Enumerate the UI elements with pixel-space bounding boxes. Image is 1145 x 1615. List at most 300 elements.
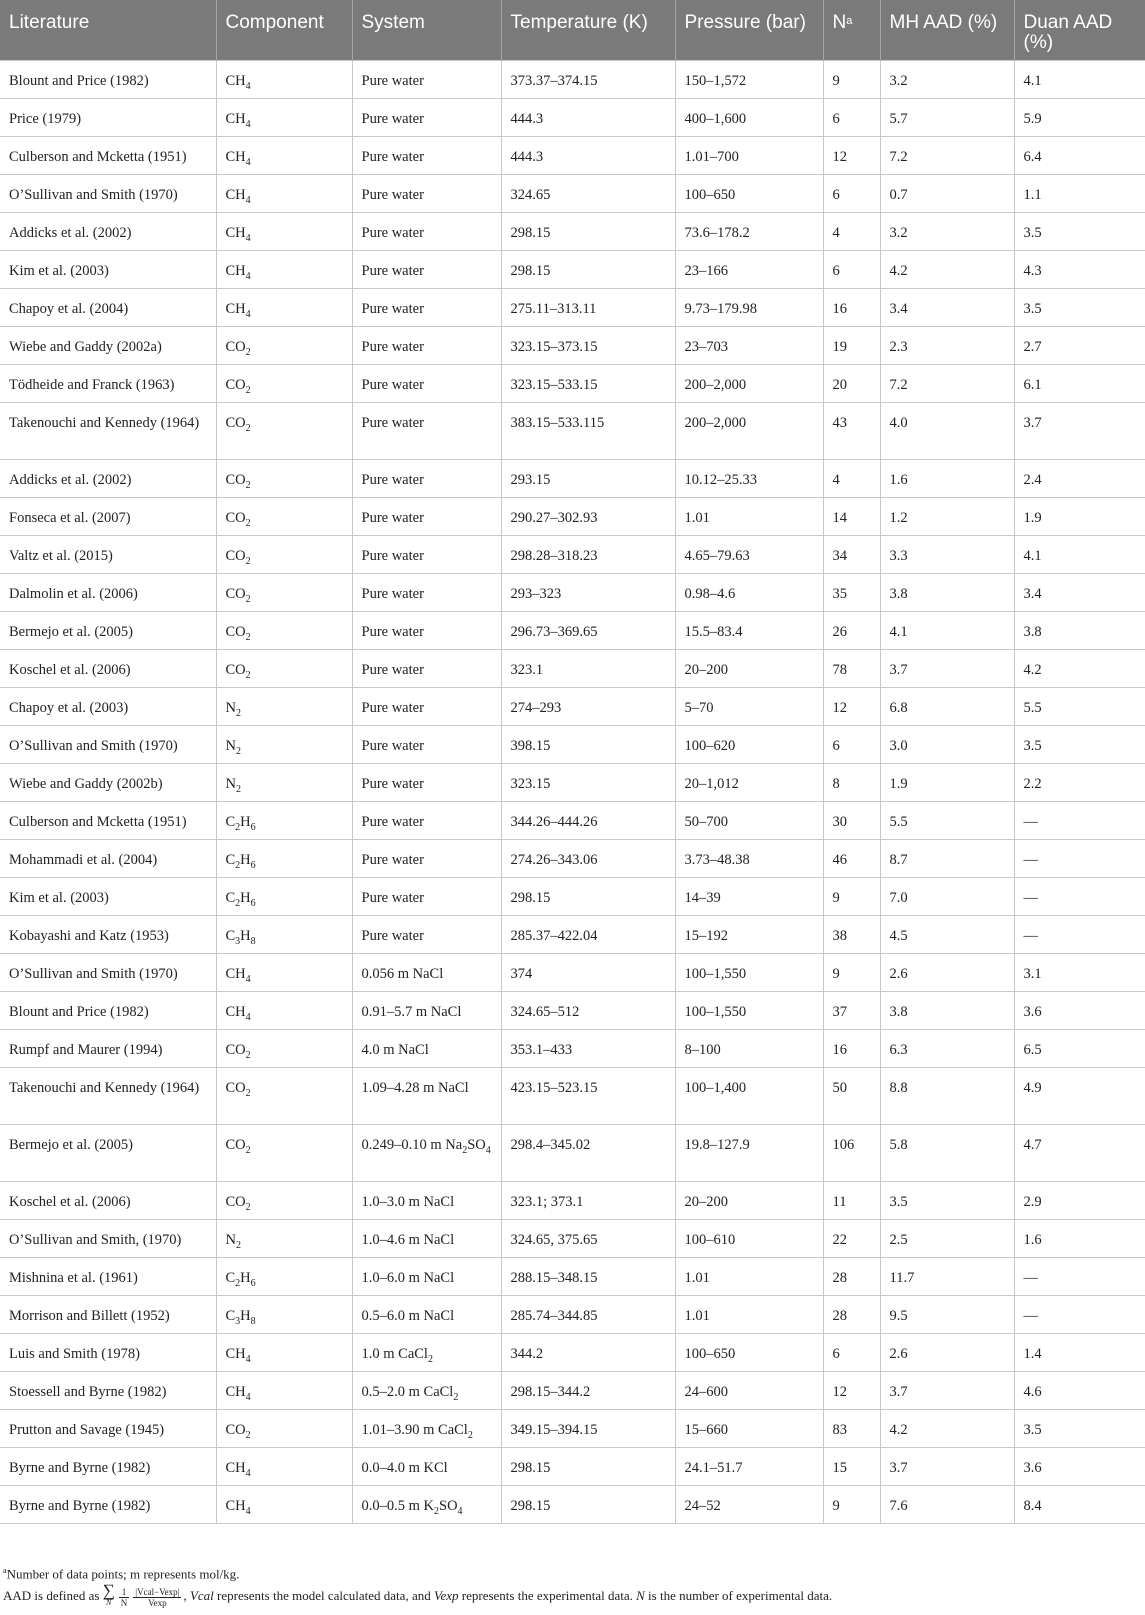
cell-temperature: 373.37–374.15 xyxy=(501,60,675,98)
cell-n: 37 xyxy=(823,991,880,1029)
cell-mh-aad: 3.2 xyxy=(880,60,1014,98)
table-header xyxy=(0,0,1145,60)
cell-literature: Chapoy et al. (2004) xyxy=(0,288,216,326)
cell-literature: Rumpf and Maurer (1994) xyxy=(0,1029,216,1067)
cell-n: 16 xyxy=(823,288,880,326)
cell-mh-aad: 11.7 xyxy=(880,1257,1014,1295)
n-symbol: N xyxy=(636,1587,645,1603)
table-row xyxy=(0,288,1145,326)
table-row xyxy=(0,1333,1145,1371)
cell-duan-aad: 3.5 xyxy=(1014,725,1145,763)
cell-system: Pure water xyxy=(352,326,501,364)
header-row xyxy=(0,0,1145,60)
footnote-a-text: Number of data points; m represents mol/kg. xyxy=(6,1566,240,1582)
cell-duan-aad: 3.6 xyxy=(1014,1447,1145,1485)
cell-system: 1.09–4.28 m NaCl xyxy=(352,1067,501,1124)
cell-temperature: 344.26–444.26 xyxy=(501,801,675,839)
cell-n: 6 xyxy=(823,725,880,763)
cell-component: $CH_4$ xyxy=(216,288,352,326)
footnote-a-marker: a xyxy=(3,1566,7,1575)
cell-temperature: 344.2 xyxy=(501,1333,675,1371)
cell-system: Pure water xyxy=(352,250,501,288)
cell-duan-aad: — xyxy=(1014,801,1145,839)
cell-pressure: 8–100 xyxy=(675,1029,823,1067)
table-row xyxy=(0,763,1145,801)
cell-pressure: 20–200 xyxy=(675,649,823,687)
cell-pressure: 0.98–4.6 xyxy=(675,573,823,611)
cell-literature: Chapoy et al. (2003) xyxy=(0,687,216,725)
cell-pressure: 9.73–179.98 xyxy=(675,288,823,326)
cell-temperature: 298.15 xyxy=(501,1447,675,1485)
cell-component: $CO_2$ xyxy=(216,611,352,649)
cell-duan-aad: — xyxy=(1014,839,1145,877)
table-row xyxy=(0,1067,1145,1124)
header-duan-aad: Duan AAD (%) xyxy=(1014,0,1145,60)
cell-system: 0.249–0.10 m $Na_2SO_4$ xyxy=(352,1124,501,1181)
cell-temperature: 298.4–345.02 xyxy=(501,1124,675,1181)
cell-n: 4 xyxy=(823,212,880,250)
cell-pressure: 100–1,550 xyxy=(675,991,823,1029)
cell-temperature: 323.15–373.15 xyxy=(501,326,675,364)
cell-temperature: 274–293 xyxy=(501,687,675,725)
footnote-a xyxy=(3,1566,239,1582)
cell-pressure: 20–1,012 xyxy=(675,763,823,801)
cell-literature: Byrne and Byrne (1982) xyxy=(0,1485,216,1523)
cell-mh-aad: 3.7 xyxy=(880,1371,1014,1409)
cell-literature: Dalmolin et al. (2006) xyxy=(0,573,216,611)
cell-mh-aad: 4.2 xyxy=(880,250,1014,288)
cell-duan-aad: 3.5 xyxy=(1014,1409,1145,1447)
cell-n: 6 xyxy=(823,250,880,288)
cell-pressure: 1.01 xyxy=(675,1295,823,1333)
cell-temperature: 298.28–318.23 xyxy=(501,535,675,573)
cell-duan-aad: 3.7 xyxy=(1014,402,1145,459)
cell-component: $CO_2$ xyxy=(216,1067,352,1124)
cell-component: $C_2H_6$ xyxy=(216,1257,352,1295)
cell-duan-aad: 2.2 xyxy=(1014,763,1145,801)
cell-literature: Wiebe and Gaddy (2002b) xyxy=(0,763,216,801)
cell-literature: Wiebe and Gaddy (2002a) xyxy=(0,326,216,364)
table-row xyxy=(0,98,1145,136)
cell-temperature: 324.65, 375.65 xyxy=(501,1219,675,1257)
cell-literature: O’Sullivan and Smith (1970) xyxy=(0,174,216,212)
cell-n: 12 xyxy=(823,687,880,725)
cell-temperature: 298.15–344.2 xyxy=(501,1371,675,1409)
cell-mh-aad: 1.2 xyxy=(880,497,1014,535)
cell-literature: Fonseca et al. (2007) xyxy=(0,497,216,535)
cell-duan-aad: 4.6 xyxy=(1014,1371,1145,1409)
cell-literature: Byrne and Byrne (1982) xyxy=(0,1447,216,1485)
cell-mh-aad: 5.7 xyxy=(880,98,1014,136)
cell-pressure: 150–1,572 xyxy=(675,60,823,98)
cell-mh-aad: 3.0 xyxy=(880,725,1014,763)
table-row xyxy=(0,1371,1145,1409)
table-row xyxy=(0,1029,1145,1067)
cell-component: $CH_4$ xyxy=(216,953,352,991)
cell-system: 0.5–6.0 m NaCl xyxy=(352,1295,501,1333)
cell-mh-aad: 3.4 xyxy=(880,288,1014,326)
cell-mh-aad: 2.6 xyxy=(880,953,1014,991)
cell-duan-aad: 3.5 xyxy=(1014,212,1145,250)
header-literature: Literature xyxy=(0,0,216,60)
cell-system: Pure water xyxy=(352,535,501,573)
cell-component: $CH_4$ xyxy=(216,98,352,136)
cell-system: Pure water xyxy=(352,839,501,877)
cell-temperature: 298.15 xyxy=(501,250,675,288)
cell-duan-aad: 6.4 xyxy=(1014,136,1145,174)
cell-literature: O’Sullivan and Smith, (1970) xyxy=(0,1219,216,1257)
cell-component: $C_2H_6$ xyxy=(216,839,352,877)
table-row xyxy=(0,1219,1145,1257)
cell-system: Pure water xyxy=(352,288,501,326)
cell-literature: Valtz et al. (2015) xyxy=(0,535,216,573)
cell-temperature: 374 xyxy=(501,953,675,991)
cell-mh-aad: 6.8 xyxy=(880,687,1014,725)
cell-duan-aad: 4.2 xyxy=(1014,649,1145,687)
table-row xyxy=(0,573,1145,611)
table-row xyxy=(0,402,1145,459)
cell-n: 12 xyxy=(823,136,880,174)
cell-duan-aad: — xyxy=(1014,915,1145,953)
cell-duan-aad: 3.1 xyxy=(1014,953,1145,991)
cell-system: 4.0 m NaCl xyxy=(352,1029,501,1067)
cell-mh-aad: 0.7 xyxy=(880,174,1014,212)
cell-system: Pure water xyxy=(352,98,501,136)
cell-pressure: 23–166 xyxy=(675,250,823,288)
cell-component: $CH_4$ xyxy=(216,1485,352,1523)
cell-component: $CO_2$ xyxy=(216,1124,352,1181)
cell-temperature: 324.65–512 xyxy=(501,991,675,1029)
cell-n: 9 xyxy=(823,60,880,98)
cell-literature: Koschel et al. (2006) xyxy=(0,1181,216,1219)
cell-mh-aad: 4.2 xyxy=(880,1409,1014,1447)
table-row xyxy=(0,1409,1145,1447)
cell-component: $CO_2$ xyxy=(216,364,352,402)
cell-component: $N_2$ xyxy=(216,1219,352,1257)
cell-temperature: 383.15–533.115 xyxy=(501,402,675,459)
cell-n: 9 xyxy=(823,1485,880,1523)
cell-duan-aad: 4.7 xyxy=(1014,1124,1145,1181)
cell-mh-aad: 5.8 xyxy=(880,1124,1014,1181)
cell-pressure: 15–192 xyxy=(675,915,823,953)
cell-n: 15 xyxy=(823,1447,880,1485)
cell-duan-aad: 3.6 xyxy=(1014,991,1145,1029)
cell-component: $CO_2$ xyxy=(216,535,352,573)
cell-n: 46 xyxy=(823,839,880,877)
cell-literature: Blount and Price (1982) xyxy=(0,991,216,1029)
table-row xyxy=(0,1447,1145,1485)
cell-duan-aad: 2.9 xyxy=(1014,1181,1145,1219)
cell-duan-aad: 2.7 xyxy=(1014,326,1145,364)
cell-pressure: 24.1–51.7 xyxy=(675,1447,823,1485)
cell-n: 8 xyxy=(823,763,880,801)
cell-component: $CH_4$ xyxy=(216,174,352,212)
cell-temperature: 323.1; 373.1 xyxy=(501,1181,675,1219)
cell-n: 6 xyxy=(823,1333,880,1371)
cell-literature: Price (1979) xyxy=(0,98,216,136)
cell-n: 19 xyxy=(823,326,880,364)
cell-pressure: 1.01 xyxy=(675,1257,823,1295)
cell-system: Pure water xyxy=(352,801,501,839)
cell-duan-aad: — xyxy=(1014,1295,1145,1333)
cell-literature: Morrison and Billett (1952) xyxy=(0,1295,216,1333)
cell-temperature: 324.65 xyxy=(501,174,675,212)
cell-literature: Takenouchi and Kennedy (1964) xyxy=(0,402,216,459)
cell-system: 1.0–3.0 m NaCl xyxy=(352,1181,501,1219)
cell-mh-aad: 5.5 xyxy=(880,801,1014,839)
cell-mh-aad: 7.2 xyxy=(880,364,1014,402)
cell-mh-aad: 3.8 xyxy=(880,573,1014,611)
cell-component: $C_3H_8$ xyxy=(216,1295,352,1333)
cell-pressure: 10.12–25.33 xyxy=(675,459,823,497)
table-row xyxy=(0,497,1145,535)
table-row xyxy=(0,212,1145,250)
cell-component: $C_2H_6$ xyxy=(216,877,352,915)
cell-temperature: 275.11–313.11 xyxy=(501,288,675,326)
cell-n: 4 xyxy=(823,459,880,497)
cell-pressure: 19.8–127.9 xyxy=(675,1124,823,1181)
cell-n: 83 xyxy=(823,1409,880,1447)
cell-temperature: 349.15–394.15 xyxy=(501,1409,675,1447)
cell-duan-aad: 8.4 xyxy=(1014,1485,1145,1523)
cell-component: $CO_2$ xyxy=(216,326,352,364)
cell-temperature: 444.3 xyxy=(501,136,675,174)
cell-literature: Blount and Price (1982) xyxy=(0,60,216,98)
cell-literature: Prutton and Savage (1945) xyxy=(0,1409,216,1447)
cell-literature: Bermejo et al. (2005) xyxy=(0,611,216,649)
cell-n: 12 xyxy=(823,1371,880,1409)
cell-pressure: 5–70 xyxy=(675,687,823,725)
comma: , xyxy=(183,1587,187,1603)
cell-pressure: 100–620 xyxy=(675,725,823,763)
cell-component: $CH_4$ xyxy=(216,136,352,174)
cell-pressure: 15.5–83.4 xyxy=(675,611,823,649)
cell-component: $CO_2$ xyxy=(216,649,352,687)
table-row xyxy=(0,1124,1145,1181)
cell-temperature: 290.27–302.93 xyxy=(501,497,675,535)
cell-pressure: 14–39 xyxy=(675,877,823,915)
cell-system: Pure water xyxy=(352,497,501,535)
cell-component: $CH_4$ xyxy=(216,60,352,98)
table-row xyxy=(0,877,1145,915)
cell-mh-aad: 3.5 xyxy=(880,1181,1014,1219)
cell-duan-aad: 4.9 xyxy=(1014,1067,1145,1124)
cell-duan-aad: 1.1 xyxy=(1014,174,1145,212)
cell-pressure: 4.65–79.63 xyxy=(675,535,823,573)
cell-temperature: 353.1–433 xyxy=(501,1029,675,1067)
cell-component: $CO_2$ xyxy=(216,573,352,611)
table-row xyxy=(0,991,1145,1029)
table-row xyxy=(0,326,1145,364)
cell-n: 30 xyxy=(823,801,880,839)
cell-n: 50 xyxy=(823,1067,880,1124)
table-row xyxy=(0,60,1145,98)
table-row xyxy=(0,1295,1145,1333)
table-row xyxy=(0,250,1145,288)
table-row xyxy=(0,364,1145,402)
sum-symbol: ∑ N xyxy=(102,1581,115,1607)
cell-literature: O’Sullivan and Smith (1970) xyxy=(0,725,216,763)
cell-pressure: 50–700 xyxy=(675,801,823,839)
cell-literature: Luis and Smith (1978) xyxy=(0,1333,216,1371)
vcal-symbol: Vcal xyxy=(189,1587,214,1603)
cell-system: Pure water xyxy=(352,649,501,687)
cell-pressure: 20–200 xyxy=(675,1181,823,1219)
cell-temperature: 285.37–422.04 xyxy=(501,915,675,953)
cell-pressure: 24–600 xyxy=(675,1371,823,1409)
cell-temperature: 288.15–348.15 xyxy=(501,1257,675,1295)
table-row xyxy=(0,725,1145,763)
cell-n: 43 xyxy=(823,402,880,459)
cell-mh-aad: 2.3 xyxy=(880,326,1014,364)
cell-literature: Kim et al. (2003) xyxy=(0,877,216,915)
cell-component: $CH_4$ xyxy=(216,1447,352,1485)
cell-component: $CO_2$ xyxy=(216,1029,352,1067)
cell-duan-aad: — xyxy=(1014,877,1145,915)
cell-temperature: 323.15 xyxy=(501,763,675,801)
cell-system: Pure water xyxy=(352,174,501,212)
cell-literature: O’Sullivan and Smith (1970) xyxy=(0,953,216,991)
deviation-fraction: $\frac{\text{|Vcal−Vexp|}}{Vexp}$ xyxy=(135,1586,180,1608)
cell-system: Pure water xyxy=(352,915,501,953)
cell-n: 35 xyxy=(823,573,880,611)
cell-system: Pure water xyxy=(352,573,501,611)
cell-pressure: 100–1,550 xyxy=(675,953,823,991)
cell-system: Pure water xyxy=(352,459,501,497)
cell-pressure: 23–703 xyxy=(675,326,823,364)
cell-temperature: 323.1 xyxy=(501,649,675,687)
cell-temperature: 296.73–369.65 xyxy=(501,611,675,649)
cell-duan-aad: 4.1 xyxy=(1014,60,1145,98)
cell-system: 1.0–6.0 m NaCl xyxy=(352,1257,501,1295)
cell-system: Pure water xyxy=(352,611,501,649)
cell-component: $N_2$ xyxy=(216,725,352,763)
cell-system: 0.0–0.5 m $K_2SO_4$ xyxy=(352,1485,501,1523)
header-system: System xyxy=(352,0,501,60)
cell-duan-aad: 5.5 xyxy=(1014,687,1145,725)
cell-mh-aad: 8.7 xyxy=(880,839,1014,877)
cell-component: $CO_2$ xyxy=(216,459,352,497)
cell-mh-aad: 8.8 xyxy=(880,1067,1014,1124)
cell-temperature: 398.15 xyxy=(501,725,675,763)
table-row xyxy=(0,1257,1145,1295)
vexp-desc: represents the experimental data. xyxy=(461,1587,633,1603)
cell-n: 78 xyxy=(823,649,880,687)
cell-component: $CO_2$ xyxy=(216,1181,352,1219)
cell-duan-aad: 3.5 xyxy=(1014,288,1145,326)
cell-component: $CH_4$ xyxy=(216,1333,352,1371)
table-row xyxy=(0,687,1145,725)
cell-component: $N_2$ xyxy=(216,763,352,801)
footnote-aad xyxy=(3,1581,833,1609)
cell-n: 11 xyxy=(823,1181,880,1219)
cell-pressure: 200–2,000 xyxy=(675,402,823,459)
cell-temperature: 293–323 xyxy=(501,573,675,611)
cell-system: 1.0–4.6 m NaCl xyxy=(352,1219,501,1257)
cell-mh-aad: 7.6 xyxy=(880,1485,1014,1523)
cell-mh-aad: 3.2 xyxy=(880,212,1014,250)
cell-system: 1.01–3.90 m CaCl$_2$ xyxy=(352,1409,501,1447)
table-row xyxy=(0,174,1145,212)
cell-mh-aad: 1.9 xyxy=(880,763,1014,801)
cell-mh-aad: 3.3 xyxy=(880,535,1014,573)
cell-mh-aad: 4.0 xyxy=(880,402,1014,459)
cell-duan-aad: 2.4 xyxy=(1014,459,1145,497)
cell-system: Pure water xyxy=(352,763,501,801)
cell-temperature: 298.15 xyxy=(501,212,675,250)
cell-temperature: 323.15–533.15 xyxy=(501,364,675,402)
table-row xyxy=(0,535,1145,573)
cell-literature: Kim et al. (2003) xyxy=(0,250,216,288)
cell-n: 14 xyxy=(823,497,880,535)
cell-component: $CH_4$ xyxy=(216,1371,352,1409)
vexp-symbol: Vexp xyxy=(433,1587,459,1603)
cell-duan-aad: 1.6 xyxy=(1014,1219,1145,1257)
cell-pressure: 100–610 xyxy=(675,1219,823,1257)
cell-pressure: 3.73–48.38 xyxy=(675,839,823,877)
cell-pressure: 24–52 xyxy=(675,1485,823,1523)
cell-component: $C_2H_6$ xyxy=(216,801,352,839)
cell-pressure: 1.01 xyxy=(675,497,823,535)
cell-temperature: 298.15 xyxy=(501,1485,675,1523)
one-over-n-fraction: $\frac{1}{N}$ xyxy=(120,1586,128,1608)
cell-temperature: 274.26–343.06 xyxy=(501,839,675,877)
cell-system: Pure water xyxy=(352,725,501,763)
header-temperature: Temperature (K) xyxy=(501,0,675,60)
cell-temperature: 444.3 xyxy=(501,98,675,136)
header-n: $N^a$ xyxy=(823,0,880,60)
cell-component: $CH_4$ xyxy=(216,212,352,250)
table-row xyxy=(0,839,1145,877)
cell-literature: Culberson and Mcketta (1951) xyxy=(0,801,216,839)
cell-duan-aad: — xyxy=(1014,1257,1145,1295)
cell-temperature: 285.74–344.85 xyxy=(501,1295,675,1333)
cell-duan-aad: 1.9 xyxy=(1014,497,1145,535)
cell-n: 26 xyxy=(823,611,880,649)
cell-n: 38 xyxy=(823,915,880,953)
cell-duan-aad: 4.1 xyxy=(1014,535,1145,573)
table-row xyxy=(0,459,1145,497)
cell-duan-aad: 3.8 xyxy=(1014,611,1145,649)
table-row xyxy=(0,1485,1145,1523)
cell-n: 16 xyxy=(823,1029,880,1067)
cell-duan-aad: 1.4 xyxy=(1014,1333,1145,1371)
cell-duan-aad: 3.4 xyxy=(1014,573,1145,611)
cell-literature: Culberson and Mcketta (1951) xyxy=(0,136,216,174)
header-mh-aad: MH AAD (%) xyxy=(880,0,1014,60)
cell-mh-aad: 2.5 xyxy=(880,1219,1014,1257)
cell-system: 0.0–4.0 m KCl xyxy=(352,1447,501,1485)
vcal-desc: represents the model calculated data, and xyxy=(217,1587,431,1603)
cell-system: Pure water xyxy=(352,877,501,915)
cell-pressure: 100–650 xyxy=(675,1333,823,1371)
table-body xyxy=(0,60,1145,1523)
cell-system: Pure water xyxy=(352,60,501,98)
cell-system: Pure water xyxy=(352,136,501,174)
cell-temperature: 298.15 xyxy=(501,877,675,915)
table-row xyxy=(0,611,1145,649)
cell-system: 0.056 m NaCl xyxy=(352,953,501,991)
cell-system: Pure water xyxy=(352,402,501,459)
cell-literature: Addicks et al. (2002) xyxy=(0,212,216,250)
cell-mh-aad: 2.6 xyxy=(880,1333,1014,1371)
cell-temperature: 293.15 xyxy=(501,459,675,497)
cell-n: 6 xyxy=(823,174,880,212)
header-pressure: Pressure (bar) xyxy=(675,0,823,60)
cell-mh-aad: 7.2 xyxy=(880,136,1014,174)
cell-mh-aad: 6.3 xyxy=(880,1029,1014,1067)
cell-pressure: 400–1,600 xyxy=(675,98,823,136)
